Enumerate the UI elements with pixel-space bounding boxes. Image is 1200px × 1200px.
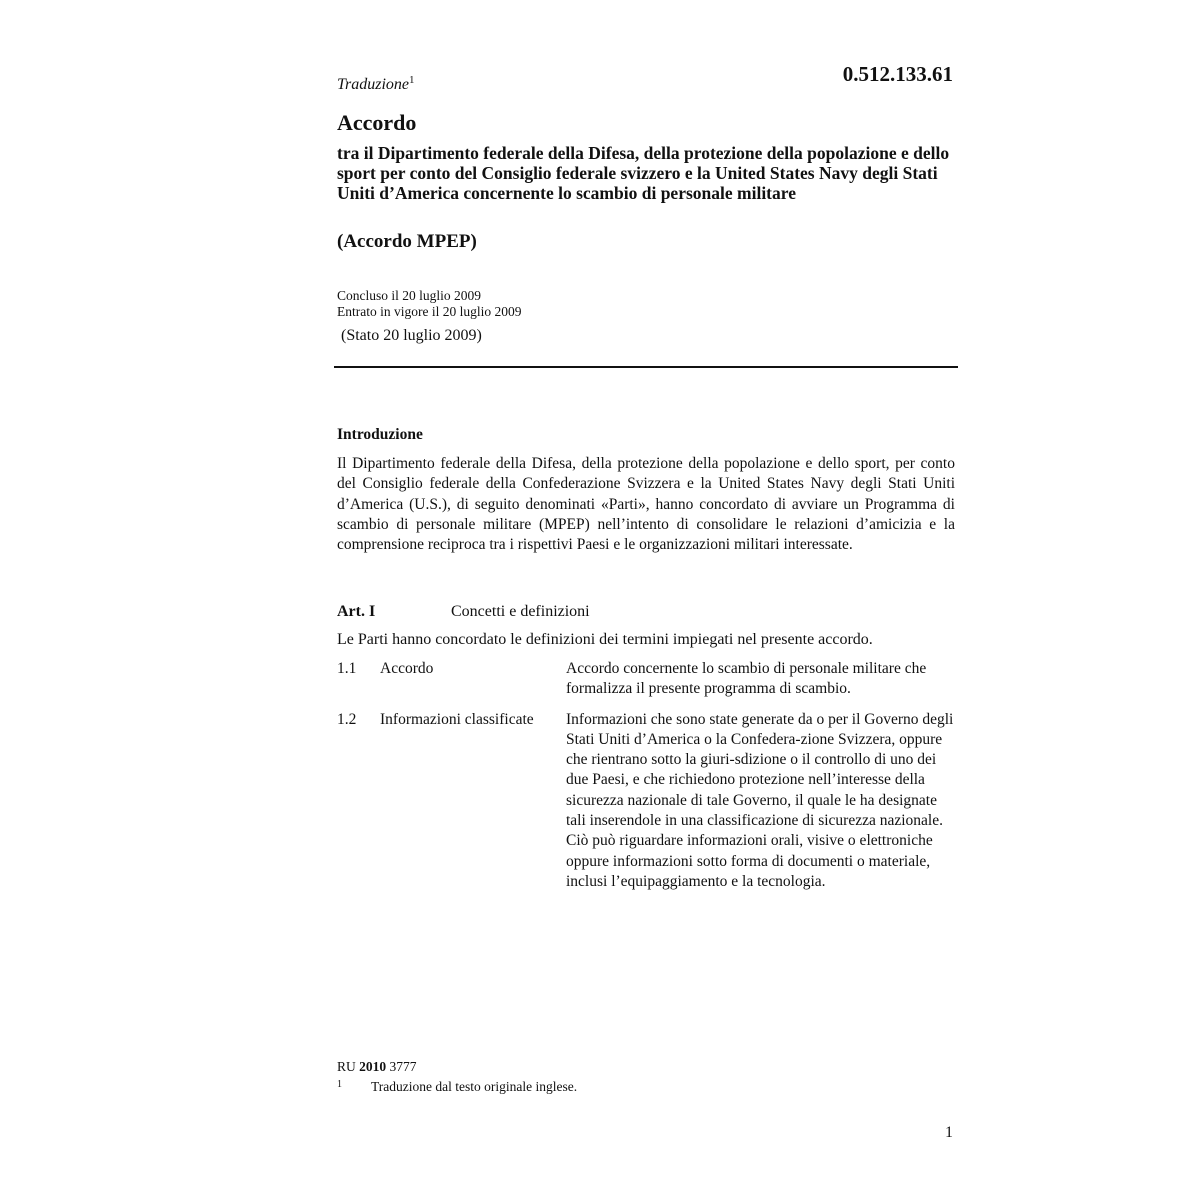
definition-text: Accordo concernente lo scambio di personale militare che formalizza il presente programma di scambio.	[566, 660, 927, 698]
document-dates	[337, 288, 521, 319]
document-short-title: (Accordo MPEP)	[337, 231, 477, 252]
page-number: 1	[945, 1124, 953, 1141]
article-heading	[337, 603, 955, 621]
footnote-text: Traduzione dal testo originale inglese.	[371, 1079, 578, 1094]
definition-item	[337, 659, 957, 700]
document-subtitle: tra il Dipartimento federale della Difesa, della protezione della popolazione e dello sport per conto del Consiglio federale svizzero e la United States Navy degli Stati Uniti d’America concernente lo scambio di personale militare	[337, 143, 950, 203]
date-concluded: Concluso il 20 luglio 2009	[337, 288, 482, 303]
ru-year: 2010	[359, 1059, 387, 1074]
ru-page: 3777	[389, 1059, 417, 1074]
definition-term: Informazioni classificate	[380, 710, 534, 728]
article-title: Concetti e definizioni	[451, 603, 590, 620]
definition-list	[337, 659, 957, 892]
document-page	[337, 0, 957, 1200]
definition-term: Accordo	[380, 660, 434, 677]
definition-text: Informazioni che sono state generate da o per il Governo degli Stati Uniti d’America o la Confedera-zione Svizzera, oppure che rientrano sotto la giuri-sdizione o il controllo di uno dei due Paesi, e che richiedono protezione nell’interesse della sicurezza nazionale di tale Governo, il quale le ha designate tali inserendole in una classificazione di sicurezza nazionale. Ciò può riguardare informazioni orali, visive o elettroniche oppure informazioni sotto forma di documenti o materiale, inclusi l’equipaggiamento e la tecnologia.	[566, 710, 954, 890]
footnote	[337, 1079, 957, 1095]
translation-note	[337, 74, 415, 94]
status-date: (Stato 20 luglio 2009)	[341, 327, 482, 344]
footnote-reference[interactable]: 1	[409, 74, 415, 86]
footnote-mark: 1	[337, 1079, 342, 1090]
introduction-heading: Introduzione	[337, 426, 423, 443]
ru-prefix: RU	[337, 1059, 356, 1074]
definition-item	[337, 710, 957, 893]
sr-number: 0.512.133.61	[842, 62, 953, 86]
ru-reference	[337, 1059, 417, 1075]
definition-number: 1.2	[337, 710, 357, 728]
article-number: Art. I	[337, 603, 376, 620]
definition-number: 1.1	[337, 660, 357, 677]
document-title: Accordo	[337, 110, 417, 135]
date-in-force: Entrato in vigore il 20 luglio 2009	[337, 303, 522, 319]
translation-label: Traduzione	[337, 76, 410, 93]
article-intro: Le Parti hanno concordato le definizioni dei termini impiegati nel presente accordo.	[337, 631, 873, 648]
introduction-text: Il Dipartimento federale della Difesa, della protezione della popolazione e dello sport, per conto del Consiglio federale della Confederazione Svizzera e la United States Navy degli Stati Uniti d’America (U.S.), di seguito denominati «Parti», hanno concordato di avviare un Programma di scambio di personale militare (MPEP) nell’intento di consolidare le relazioni d’amicizia e la comprensione reciproca tra i rispettivi Paesi e le organizzazioni militari interessate.	[337, 455, 955, 554]
horizontal-rule	[334, 366, 958, 368]
